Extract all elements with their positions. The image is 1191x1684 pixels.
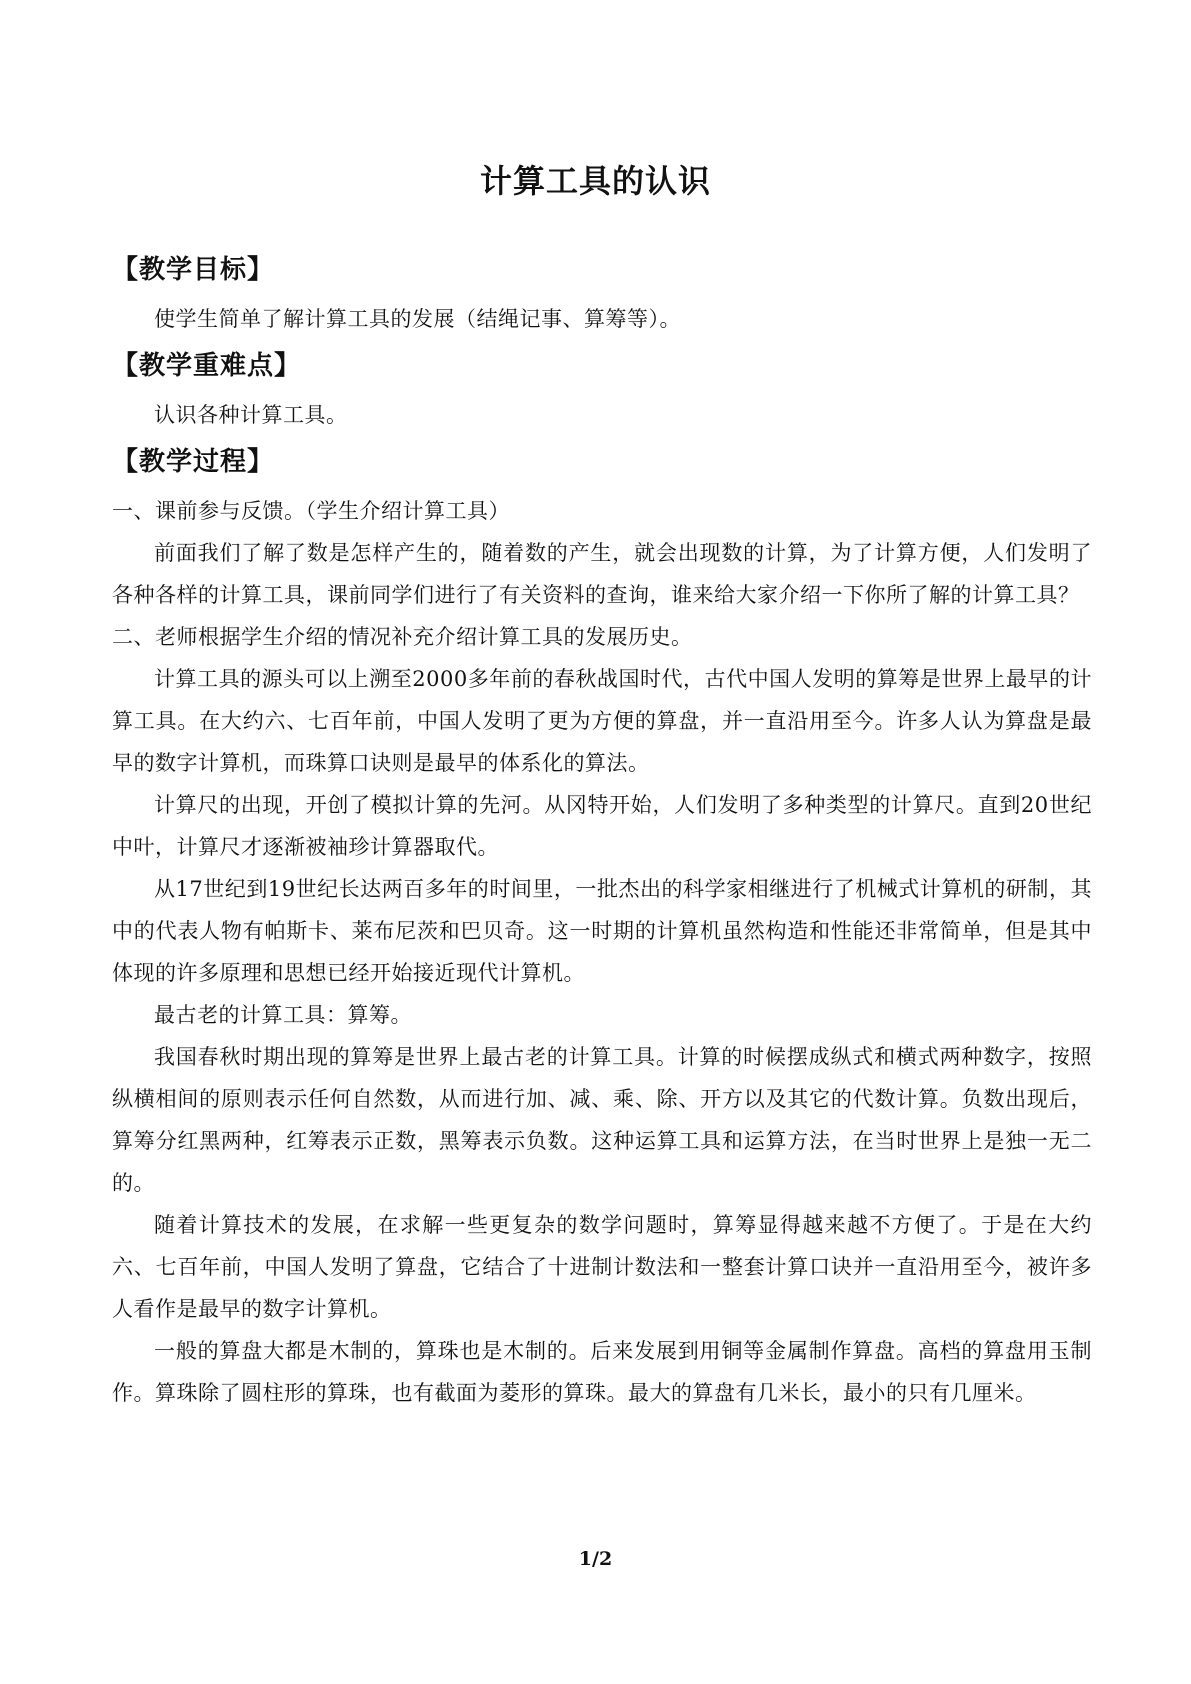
section-heading-goals: 【教学目标】 [112, 255, 275, 285]
section-heading-key-points: 【教学重难点】 [112, 351, 302, 381]
process-paragraph: 计算尺的出现，开创了模拟计算的先河。从冈特开始，人们发明了多种类型的计算尺。直到20世纪中叶，计算尺才逐渐被袖珍计算器取代。 [112, 793, 1092, 859]
document-title: 计算工具的认识 [479, 162, 711, 200]
goals-text: 使学生简单了解计算工具的发展（结绳记事、算筹等）。 [154, 307, 681, 331]
process-step-1: 一、课前参与反馈。（学生介绍计算工具） [112, 499, 510, 523]
page-number: 1/2 [578, 1548, 613, 1570]
section-heading-process: 【教学过程】 [112, 447, 275, 477]
key-points-text: 认识各种计算工具。 [154, 403, 348, 427]
document-body [112, 250, 1092, 1414]
process-step-2: 二、老师根据学生介绍的情况补充介绍计算工具的发展历史。 [112, 625, 693, 649]
process-paragraph: 计算工具的源头可以上溯至2000多年前的春秋战国时代，古代中国人发明的算筹是世界上最早的计算工具。在大约六、七百年前，中国人发明了更为方便的算盘，并一直沿用至今。许多人认为算盘是最早的数字计算机，而珠算口诀则是最早的体系化的算法。 [112, 667, 1092, 775]
process-paragraph: 前面我们了解了数是怎样产生的，随着数的产生，就会出现数的计算，为了计算方便，人们发明了各种各样的计算工具，课前同学们进行了有关资料的查询，谁来给大家介绍一下你所了解的计算工具？ [112, 541, 1092, 607]
process-paragraph: 从17世纪到19世纪长达两百多年的时间里，一批杰出的科学家相继进行了机械式计算机的研制，其中的代表人物有帕斯卡、莱布尼茨和巴贝奇。这一时期的计算机虽然构造和性能还非常简单，但是其中体现的许多原理和思想已经开始接近现代计算机。 [112, 877, 1092, 985]
process-paragraph: 一般的算盘大都是木制的，算珠也是木制的。后来发展到用铜等金属制作算盘。高档的算盘用玉制作。算珠除了圆柱形的算珠，也有截面为菱形的算珠。最大的算盘有几米长，最小的只有几厘米。 [112, 1339, 1092, 1405]
process-paragraph: 我国春秋时期出现的算筹是世界上最古老的计算工具。计算的时候摆成纵式和横式两种数字，按照纵横相间的原则表示任何自然数，从而进行加、减、乘、除、开方以及其它的代数计算。负数出现后，算筹分红黑两种，红筹表示正数，黑筹表示负数。这种运算工具和运算方法，在当时世界上是独一无二的。 [112, 1045, 1092, 1195]
process-paragraph: 最古老的计算工具：算筹。 [154, 1003, 412, 1027]
process-paragraph: 随着计算技术的发展，在求解一些更复杂的数学问题时，算筹显得越来越不方便了。于是在大约六、七百年前，中国人发明了算盘，它结合了十进制计数法和一整套计算口诀并一直沿用至今，被许多人看作是最早的数字计算机。 [112, 1213, 1092, 1321]
